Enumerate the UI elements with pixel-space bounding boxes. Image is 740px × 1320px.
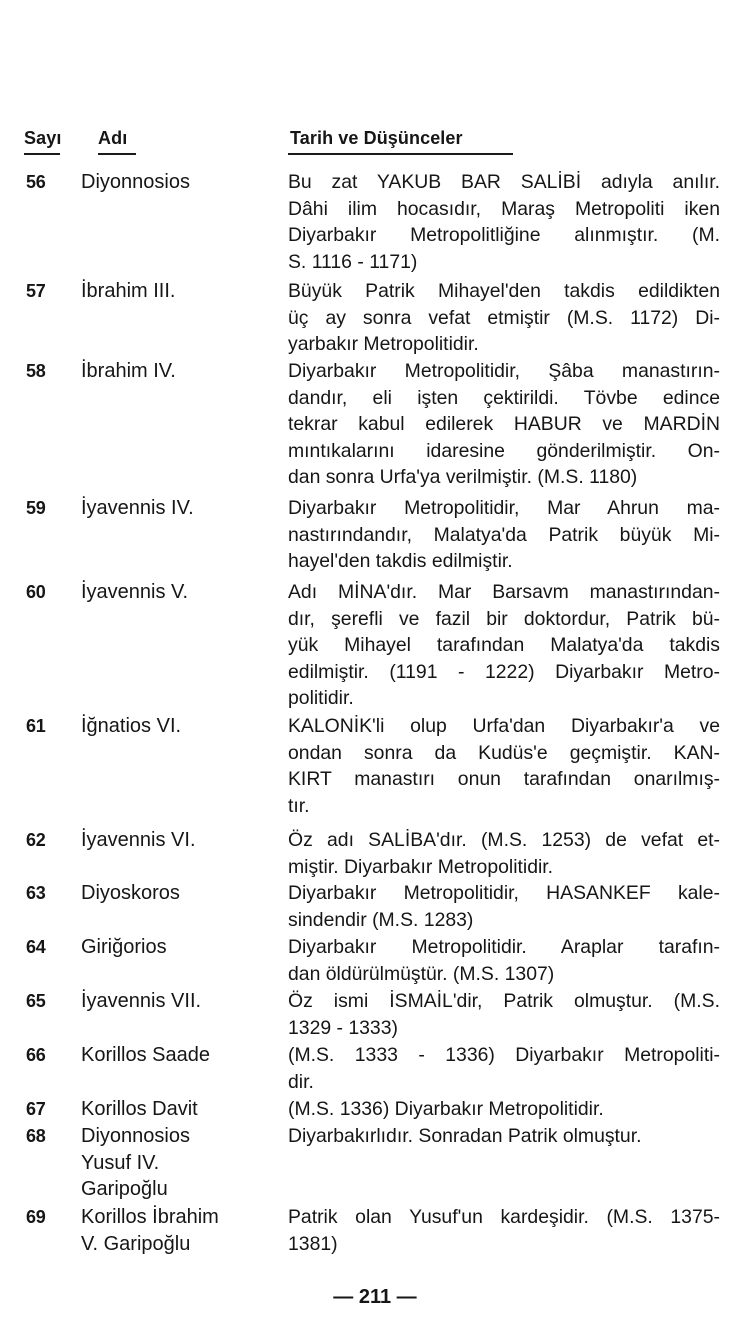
description-line: dan sonra Urfa'ya verilmiştir. (M.S. 1180) (288, 466, 638, 489)
description-line: Öz adı SALİBA'dır. (M.S. 1253) de vefat et- (288, 829, 720, 851)
entry-number: 57 (26, 281, 46, 301)
entry-number: 67 (26, 1099, 46, 1119)
entry-number: 62 (26, 830, 46, 850)
entry-name (81, 495, 271, 522)
entry-description (288, 988, 720, 1041)
entry-name-line: İbrahim III. (81, 280, 176, 302)
description-line: yük Mihayel tarafından Malatya'da takdis (288, 634, 720, 657)
entry-name-line: Korillos Saade (81, 1044, 210, 1066)
entry-description (288, 1123, 720, 1150)
entry-number: 68 (26, 1126, 46, 1146)
entry-name-line: Diyonnosios (81, 1125, 190, 1147)
description-line: edilmiştir. (1191 - 1222) Diyarbakır Metro- (288, 660, 720, 683)
entry-name (81, 579, 271, 606)
entry-name (81, 358, 271, 385)
entry-name-line: Garipoğlu (81, 1178, 168, 1201)
entry-name (81, 827, 271, 854)
description-line: 1381) (288, 1232, 338, 1255)
entry-name-line: Korillos İbrahim (81, 1206, 219, 1228)
entry-description (288, 1042, 720, 1095)
description-line: Diyarbakır Metropolitidir. Araplar tarafın- (288, 936, 720, 958)
entry-name (81, 713, 271, 740)
description-line: KALONİK'li olup Urfa'dan Diyarbakır'a ve (288, 715, 720, 737)
entry-description (288, 495, 720, 575)
entry-number: 59 (26, 498, 46, 518)
entry-number: 63 (26, 883, 46, 903)
entry-description (288, 579, 720, 712)
description-line: Dâhi ilim hocasıdır, Maraş Metropoliti iken (288, 197, 720, 220)
description-line: KIRT manastırı onun tarafından onarılmış- (288, 768, 720, 791)
entry-name-line: İyavennis IV. (81, 497, 194, 519)
entry-name-line: V. Garipoğlu (81, 1232, 191, 1255)
description-line: dan öldürülmüştür. (M.S. 1307) (288, 962, 555, 985)
entry-name-line: İyavennis VII. (81, 990, 202, 1012)
entry-description (288, 278, 720, 358)
entry-description (288, 1096, 720, 1123)
entry-name-line: Diyonnosios (81, 171, 190, 193)
description-line: (M.S. 1333 - 1336) Diyarbakır Metropoliti- (288, 1044, 720, 1066)
description-line: Diyarbakır Metropolitidir, HASANKEF kale- (288, 882, 720, 904)
entry-name-line: Yusuf IV. (81, 1151, 160, 1174)
entry-name-line: İyavennis VI. (81, 829, 196, 851)
entry-number: 65 (26, 991, 46, 1011)
description-line: hayel'den takdis edilmiştir. (288, 550, 513, 573)
description-line: yarbakır Metropolitidir. (288, 333, 479, 356)
page-number: — 211 — (333, 1286, 417, 1308)
header-underline-name (98, 153, 136, 155)
entry-description (288, 358, 720, 491)
entry-name (81, 169, 271, 196)
description-line: 1329 - 1333) (288, 1016, 398, 1039)
entry-name-line: İbrahim IV. (81, 360, 176, 382)
entry-name-line: İğnatios VI. (81, 715, 182, 737)
description-line: dir. (288, 1070, 314, 1093)
description-line: dandır, eli işten çektirildi. Tövbe edince (288, 386, 720, 409)
entry-description (288, 1204, 720, 1257)
description-line: Adı MİNA'dır. Mar Barsavm manastırından- (288, 581, 720, 603)
entry-name-line: Diyoskoros (81, 882, 180, 904)
entry-name-line: Korillos Davit (81, 1098, 198, 1120)
header-underline-description (288, 153, 513, 155)
description-line: Patrik olan Yusuf'un kardeşidir. (M.S. 1375- (288, 1206, 720, 1228)
description-line: Diyarbakır Metropolitliğine alınmıştır. (M. (288, 224, 720, 247)
description-line: (M.S. 1336) Diyarbakır Metropolitidir. (288, 1098, 604, 1120)
entry-number: 58 (26, 361, 46, 381)
description-line: üç ay sonra vefat etmiştir (M.S. 1172) Di- (288, 306, 720, 329)
column-header-name: Adı (98, 128, 128, 148)
entry-description (288, 934, 720, 987)
entry-number: 60 (26, 582, 46, 602)
description-line: nastırındandır, Malatya'da Patrik büyük Mi- (288, 523, 720, 546)
entry-name (81, 934, 271, 961)
column-header-description: Tarih ve Düşünceler (290, 128, 463, 148)
description-line: Diyarbakır Metropolitidir, Mar Ahrun ma- (288, 497, 720, 519)
description-line: tekrar kabul edilerek HABUR ve MARDİN (288, 413, 720, 436)
entry-number: 61 (26, 716, 46, 736)
description-line: mıntıkalarını idaresine gönderilmiştir. On- (288, 439, 720, 462)
entry-name (81, 1096, 271, 1123)
description-line: Bu zat YAKUB BAR SALİBİ adıyla anılır. (288, 171, 720, 193)
description-line: miştir. Diyarbakır Metropolitidir. (288, 855, 554, 878)
description-line: sindendir (M.S. 1283) (288, 908, 474, 931)
entry-name (81, 880, 271, 907)
entry-number: 56 (26, 172, 46, 192)
header-underline-number (24, 153, 60, 155)
entry-name (81, 1204, 271, 1257)
entry-name-line: İyavennis V. (81, 581, 189, 603)
description-line: dır, şerefli ve fazil bir doktordur, Patrik bü- (288, 607, 720, 630)
description-line: Diyarbakırlıdır. Sonradan Patrik olmuştur. (288, 1125, 642, 1147)
description-line: Diyarbakır Metropolitidir, Şâba manastırın- (288, 360, 720, 382)
entry-description (288, 827, 720, 880)
entry-name (81, 1042, 271, 1069)
entry-name (81, 1123, 271, 1203)
description-line: S. 1116 - 1171) (288, 250, 418, 273)
entry-name (81, 988, 271, 1015)
entry-number: 69 (26, 1207, 46, 1227)
column-header-number: Sayı (24, 128, 62, 148)
entry-number: 66 (26, 1045, 46, 1065)
description-line: ondan sonra da Kudüs'e geçmiştir. KAN- (288, 741, 720, 764)
entry-name (81, 278, 271, 305)
description-line: Büyük Patrik Mihayel'den takdis edildikten (288, 280, 720, 302)
entry-description (288, 713, 720, 819)
entry-name-line: Giriğorios (81, 936, 167, 958)
entry-description (288, 169, 720, 275)
entry-number: 64 (26, 937, 46, 957)
description-line: tır. (288, 794, 310, 817)
description-line: politidir. (288, 687, 354, 710)
description-line: Öz ismi İSMAİL'dir, Patrik olmuştur. (M.S. (288, 990, 720, 1012)
entry-description (288, 880, 720, 933)
